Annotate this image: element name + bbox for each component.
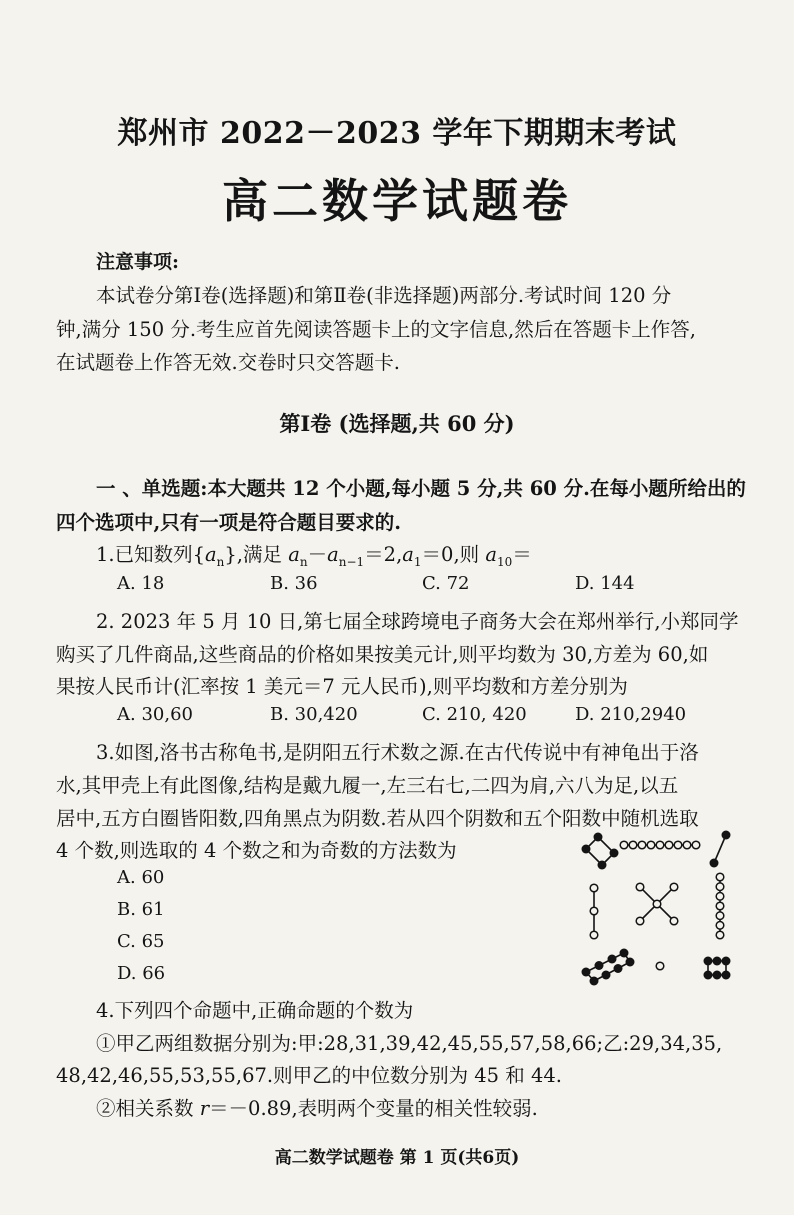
question-3-line-3: 居中,五方白圈皆阳数,四角黑点为阴数.若从四个阴数和五个阳数中随机选取 [56, 807, 699, 830]
section-intro-line-2: 四个选项中,只有一项是符合题目要求的. [56, 511, 402, 534]
question-4-item-1-line-1: ①甲乙两组数据分别为:甲:28,31,39,42,45,55,57,58,66;乙:29,34,35, [96, 1032, 723, 1055]
question-2-line-3: 果按人民币计(汇率按 1 美元＝7 元人民币),则平均数和方差分别为 [56, 675, 628, 698]
question-4-item-2: ②相关系数 r＝－0.89,表明两个变量的相关性较弱. [96, 1097, 538, 1120]
question-3-option-d: D. 66 [117, 963, 166, 984]
question-3-line-1: 3.如图,洛书古称龟书,是阴阳五行术数之源.在古代传说中有神龟出于洛 [96, 741, 699, 764]
paper-title: 高二数学试题卷 [222, 174, 572, 228]
question-4-stem: 4.下列四个命题中,正确命题的个数为 [96, 999, 414, 1022]
question-1-option-a: A. 18 [117, 573, 165, 594]
question-2-option-d: D. 210,2940 [575, 704, 687, 725]
question-3-line-4: 4 个数,则选取的 4 个数之和为奇数的方法数为 [56, 839, 457, 862]
question-1-option-c: C. 72 [422, 573, 470, 594]
question-2-option-a: A. 30,60 [117, 704, 193, 725]
notice-line-3: 在试题卷上作答无效.交卷时只交答题卡. [56, 351, 400, 374]
notice-line-2: 钟,满分 150 分.考生应首先阅读答题卡上的文字信息,然后在答题卡上作答, [56, 318, 696, 341]
section-title: 第Ⅰ卷 (选择题,共 60 分) [279, 411, 515, 436]
question-2-option-c: C. 210, 420 [422, 704, 527, 725]
question-2-line-2: 购买了几件商品,这些商品的价格如果按美元计,则平均数为 30,方差为 60,如 [56, 643, 709, 666]
notice-line-1: 本试卷分第Ⅰ卷(选择题)和第Ⅱ卷(非选择题)两部分.考试时间 120 分 [96, 284, 672, 307]
question-1-option-d: D. 144 [575, 573, 635, 594]
luoshu-figure [572, 823, 742, 993]
question-3-option-b: B. 61 [117, 899, 165, 920]
question-1-stem: 1.已知数列$\{a_n\}$,满足 $a_n-a_{n-1}=2,a_1=0$,则 $a_{10}=$ [96, 543, 532, 569]
page-footer: 高二数学试题卷 第 1 页(共6页) [274, 1148, 520, 1168]
exam-title: 郑州市 2022－2023 学年下期期末考试 [117, 116, 677, 151]
notice-heading: 注意事项: [96, 251, 180, 273]
question-3-option-a: A. 60 [117, 867, 165, 888]
section-intro-line-1: 一 、单选题:本大题共 12 个小题,每小题 5 分,共 60 分.在每小题所给出的 [96, 477, 746, 500]
question-3-option-c: C. 65 [117, 931, 165, 952]
question-2-option-b: B. 30,420 [270, 704, 358, 725]
question-1-option-b: B. 36 [270, 573, 318, 594]
question-2-line-1: 2. 2023 年 5 月 10 日,第七届全球跨境电子商务大会在郑州举行,小郑同学 [96, 610, 739, 633]
question-4-item-1-line-2: 48,42,46,55,53,55,67.则甲乙的中位数分别为 45 和 44. [56, 1064, 563, 1087]
question-3-line-2: 水,其甲壳上有此图像,结构是戴九履一,左三右七,二四为肩,六八为足,以五 [56, 774, 679, 797]
